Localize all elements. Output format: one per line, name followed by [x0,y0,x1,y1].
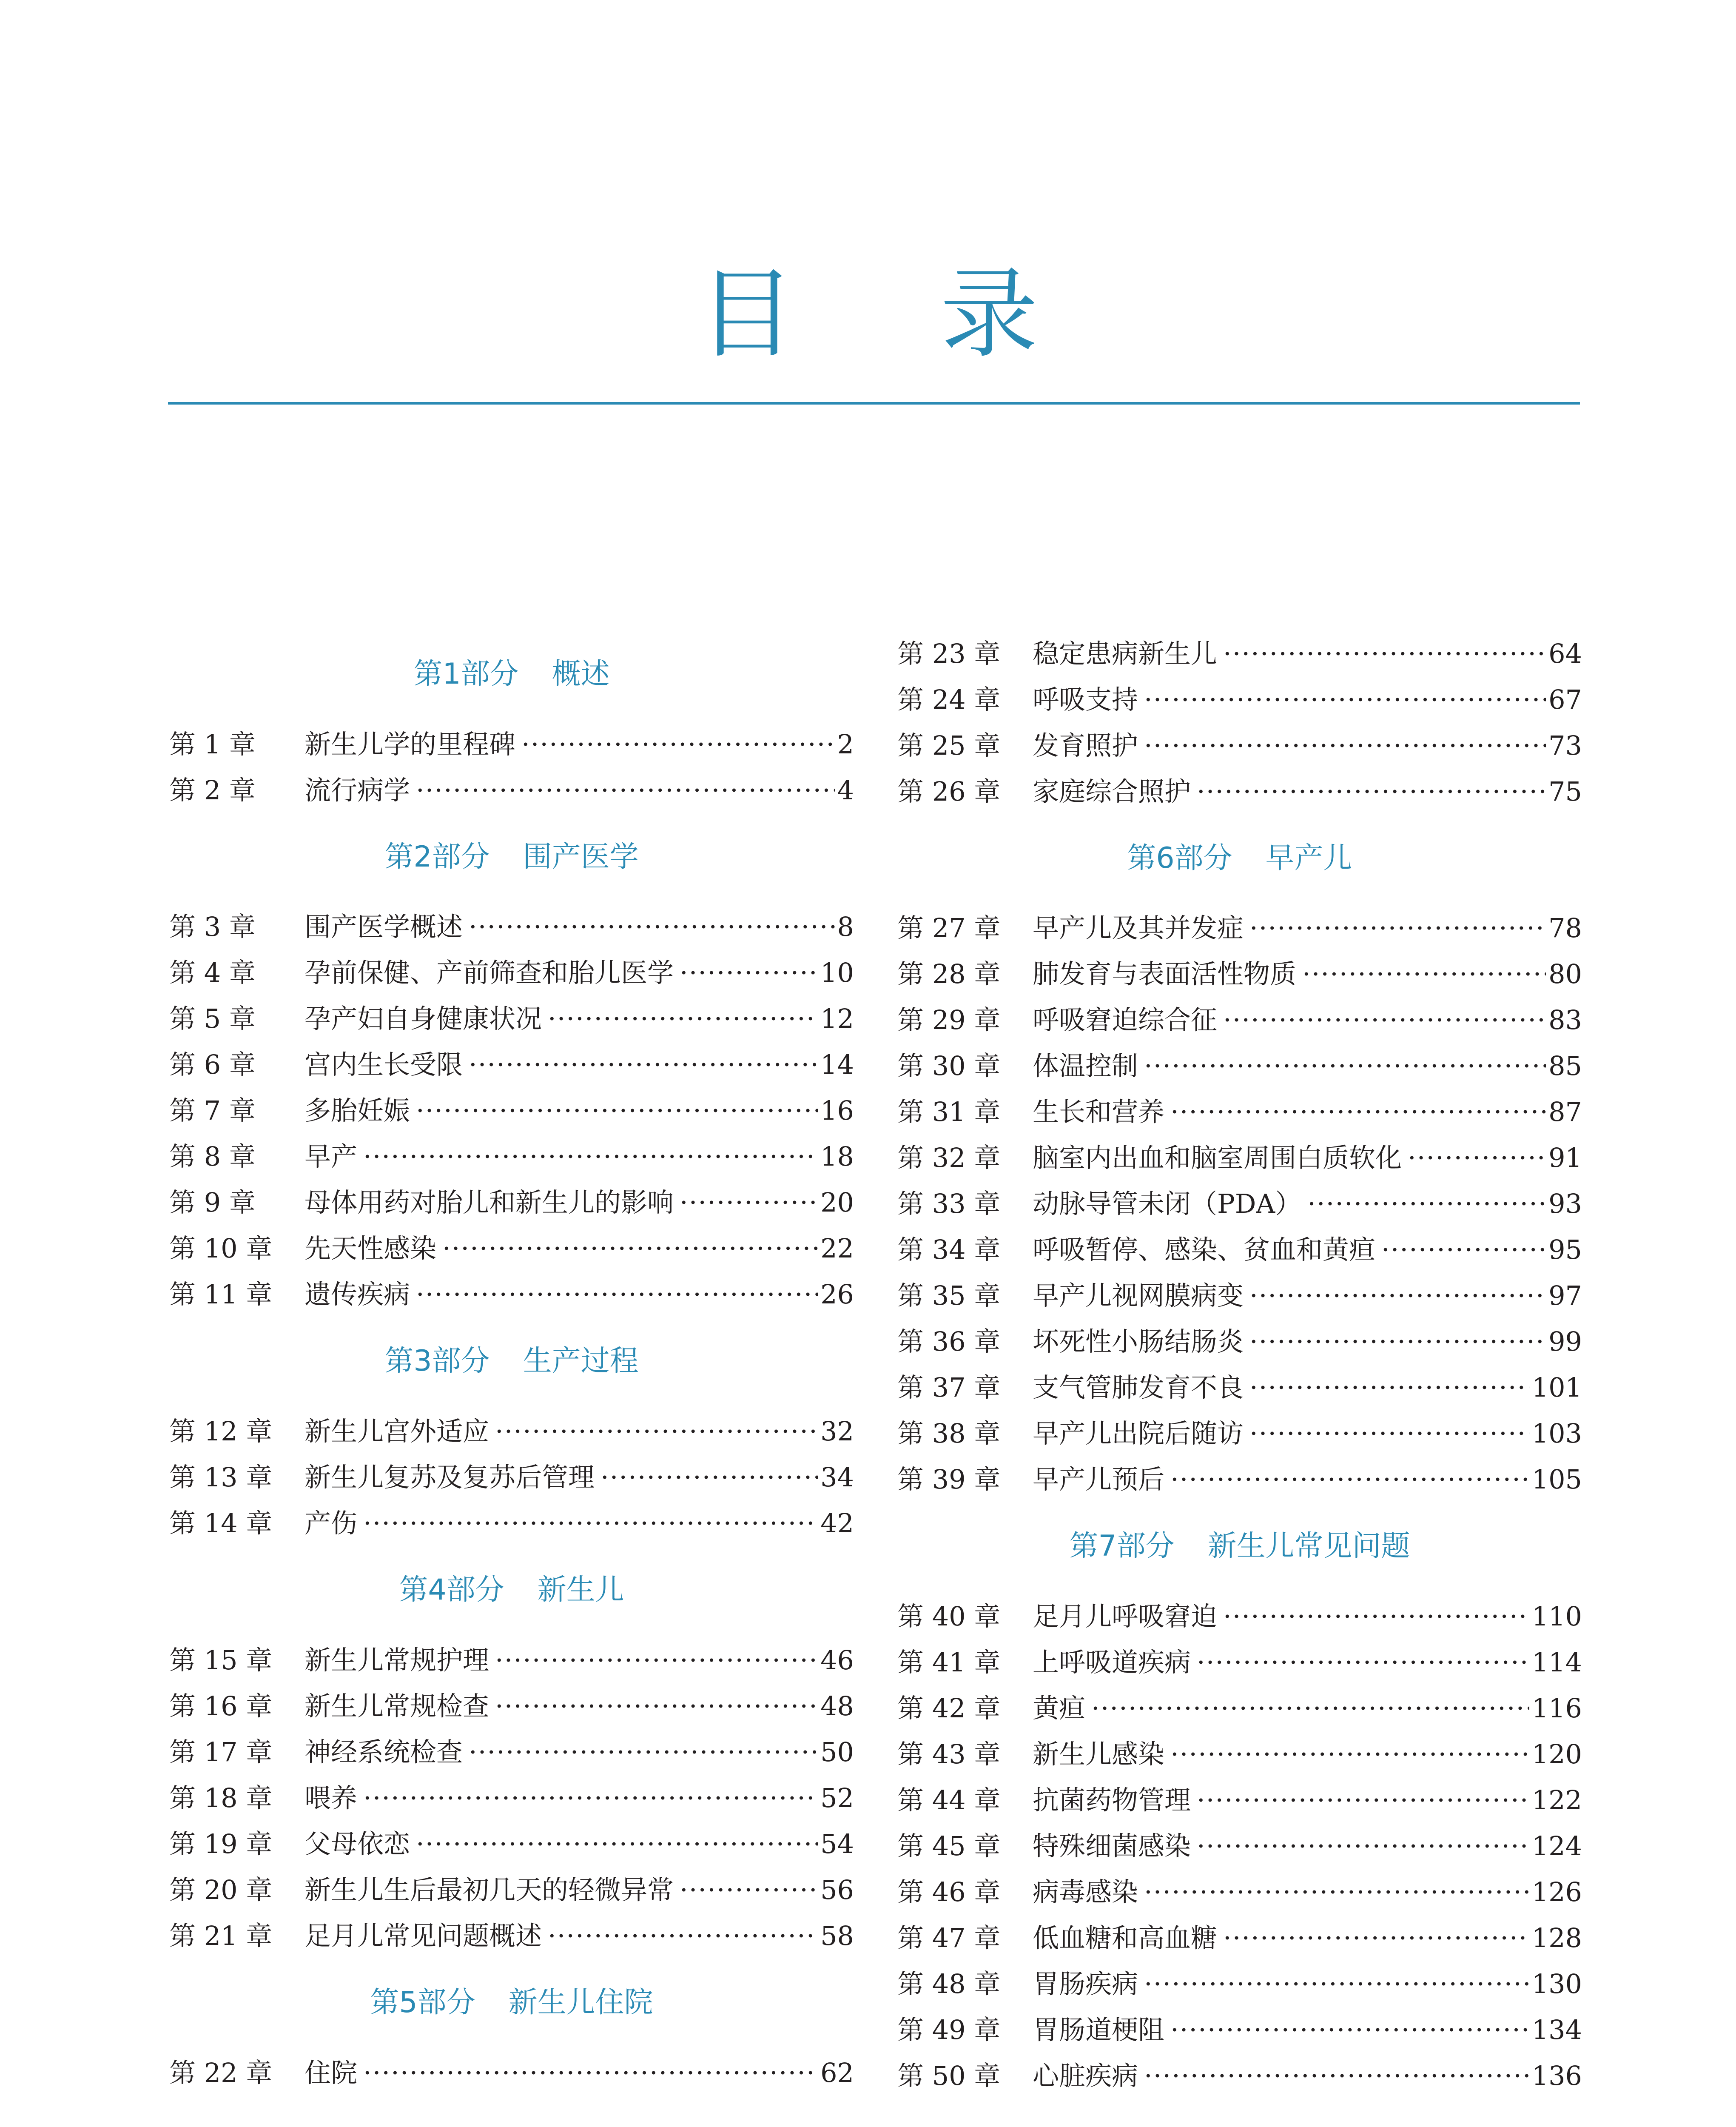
page-number: 85 [1548,1050,1582,1081]
chapter-number: 第 49 章 [897,2014,1001,2045]
page-number: 73 [1548,730,1582,761]
dot-leader [1170,1456,1529,1503]
page-number: 18 [820,1141,854,1172]
page-number: 136 [1531,2060,1582,2091]
dot-leader [680,1867,818,1913]
chapter-title: 生长和营养 [1033,1096,1165,1127]
chapter-title: 孕产妇自身健康状况 [305,1003,542,1034]
part-heading [169,1979,854,2026]
toc-entry[interactable] [169,1500,854,1547]
toc-entry[interactable] [169,995,854,1042]
part-heading [169,1338,854,1385]
chapter-number: 第 10 章 [169,1233,273,1264]
chapter-number: 第 37 章 [897,1372,1001,1403]
page-number: 124 [1531,1830,1582,1862]
page-number: 14 [820,1049,854,1080]
chapter-title: 先天性感染 [305,1233,437,1264]
toc-entry[interactable] [897,1089,1582,1135]
dot-leader [1170,1731,1529,1778]
toc-entry[interactable] [897,2053,1582,2099]
page-number: 32 [820,1416,854,1447]
chapter-number: 第 39 章 [897,1464,1001,1495]
toc-entry[interactable] [897,1915,1582,1962]
dot-leader [1307,1180,1546,1227]
part-name: 围产医学 [523,840,639,874]
page-number: 8 [837,911,854,942]
dot-leader [1249,1410,1529,1457]
toc-entry[interactable] [169,1179,854,1226]
page-number: 110 [1531,1601,1582,1632]
toc-entry[interactable] [897,1639,1582,1686]
dot-leader [469,1041,818,1088]
page-number: 26 [820,1279,854,1310]
page-number: 20 [820,1187,854,1218]
dot-leader [680,949,818,996]
dot-leader [1197,1823,1529,1870]
toc-entry[interactable] [169,1821,854,1868]
part-heading [169,834,854,881]
page-number: 52 [820,1782,854,1813]
chapter-title: 家庭综合照护 [1033,776,1191,807]
part-heading [169,651,854,698]
dot-leader [548,995,818,1042]
toc-entry[interactable] [897,1135,1582,1181]
page-number: 134 [1531,2014,1582,2045]
chapter-number: 第 47 章 [897,1922,1001,1953]
toc-entry[interactable] [169,1454,854,1501]
chapter-number: 第 38 章 [897,1418,1001,1449]
toc-entry[interactable] [897,1456,1582,1503]
chapter-number: 第 12 章 [169,1416,273,1447]
toc-entry[interactable] [897,722,1582,769]
dot-leader [1223,1593,1529,1640]
toc-entry[interactable] [169,949,854,996]
chapter-title: 围产医学概述 [305,911,463,942]
chapter-number: 第 15 章 [169,1645,273,1676]
chapter-title: 病毒感染 [1033,1876,1138,1907]
part-heading [897,1523,1582,1570]
dot-leader [1197,1639,1529,1686]
chapter-number: 第 13 章 [169,1462,273,1493]
chapter-number: 第 3 章 [169,911,256,942]
chapter-number: 第 1 章 [169,729,256,760]
part-number: 第4部分 [399,1573,504,1607]
page-title-char: 录 [940,258,1039,371]
toc-entry[interactable] [897,630,1582,677]
page-number: 83 [1548,1004,1582,1035]
dot-leader [1170,1089,1546,1135]
chapter-number: 第 48 章 [897,1968,1001,1999]
toc-entry[interactable] [897,768,1582,815]
chapter-number: 第 30 章 [897,1050,1001,1081]
page-title-char: 目 [697,258,796,371]
dot-leader [1302,951,1546,998]
toc-entry[interactable] [169,1913,854,1959]
chapter-number: 第 11 章 [169,1279,273,1310]
page-number: 22 [820,1233,854,1264]
toc-entry[interactable] [169,1271,854,1318]
toc-entry[interactable] [897,1410,1582,1457]
chapter-title: 早产儿及其并发症 [1033,912,1244,944]
chapter-title: 胃肠疾病 [1033,1968,1138,1999]
page-number: 2 [837,729,854,760]
chapter-number: 第 23 章 [897,638,1001,669]
chapter-title: 低血糖和高血糖 [1033,1922,1218,1953]
toc-entry[interactable] [897,1043,1582,1089]
dot-leader [1144,1043,1546,1089]
dot-leader [363,1775,818,1822]
chapter-number: 第 36 章 [897,1326,1001,1357]
chapter-title: 呼吸暂停、感染、贫血和黄疸 [1033,1234,1376,1265]
chapter-number: 第 46 章 [897,1876,1001,1907]
part-heading [897,835,1582,882]
dot-leader [1144,1869,1529,1916]
chapter-number: 第 19 章 [169,1828,273,1859]
dot-leader [1381,1226,1546,1273]
chapter-title: 足月儿常见问题概述 [305,1920,542,1951]
dot-leader [1408,1135,1546,1181]
dot-leader [416,1821,818,1868]
part-name: 概述 [552,657,610,691]
chapter-title: 支气管肺发育不良 [1033,1372,1244,1403]
chapter-number: 第 7 章 [169,1095,256,1126]
dot-leader [495,1637,818,1684]
chapter-number: 第 2 章 [169,775,256,806]
part-name: 早产儿 [1265,841,1352,875]
toc-entry[interactable] [169,904,854,950]
page-number: 16 [820,1095,854,1126]
toc-entry[interactable] [169,1775,854,1822]
chapter-title: 早产儿视网膜病变 [1033,1280,1244,1311]
toc-entry[interactable] [169,1729,854,1776]
toc-entry[interactable] [897,1180,1582,1227]
chapter-number: 第 26 章 [897,776,1001,807]
chapter-number: 第 44 章 [897,1785,1001,1816]
chapter-number: 第 28 章 [897,958,1001,989]
dot-leader [363,2050,818,2096]
toc-entry[interactable] [169,1133,854,1180]
toc-entry[interactable] [897,2007,1582,2053]
toc-entry[interactable] [897,1731,1582,1778]
chapter-title: 产伤 [305,1508,358,1539]
page-number: 67 [1548,684,1582,715]
dot-leader [416,1271,818,1318]
dot-leader [1249,905,1546,952]
dot-leader [1144,722,1546,769]
chapter-title: 早产 [305,1141,358,1172]
dot-leader [1223,1915,1529,1962]
toc-entry[interactable] [897,1777,1582,1824]
part-number: 第1部分 [413,657,519,691]
chapter-title: 宫内生长受限 [305,1049,463,1080]
dot-leader [469,1729,818,1776]
part-name: 新生儿常见问题 [1207,1529,1410,1563]
page-number: 105 [1531,1464,1582,1495]
page-number: 126 [1531,1876,1582,1907]
part-number: 第6部分 [1127,841,1232,875]
dot-leader [680,1179,818,1226]
dot-leader [1197,768,1546,815]
chapter-title: 早产儿出院后随访 [1033,1418,1244,1449]
page-number: 75 [1548,776,1582,807]
page-number: 78 [1548,912,1582,944]
toc-entry[interactable] [169,1225,854,1272]
chapter-number: 第 33 章 [897,1188,1001,1219]
chapter-title: 黄疸 [1033,1693,1086,1724]
chapter-number: 第 29 章 [897,1004,1001,1035]
toc-entry[interactable] [169,767,854,814]
chapter-number: 第 8 章 [169,1141,256,1172]
chapter-number: 第 43 章 [897,1739,1001,1770]
dot-leader [1197,1777,1529,1824]
page-number: 122 [1531,1785,1582,1816]
page-number: 34 [820,1462,854,1493]
page-number: 116 [1531,1693,1582,1724]
toc-entry[interactable] [897,676,1582,723]
part-number: 第3部分 [384,1344,490,1378]
part-name: 新生儿住院 [508,1986,653,2019]
chapter-title: 稳定患病新生儿 [1033,638,1218,669]
chapter-number: 第 34 章 [897,1234,1001,1265]
chapter-title: 新生儿常规护理 [305,1645,489,1676]
page-number: 10 [820,957,854,988]
part-heading [169,1567,854,1614]
chapter-number: 第 40 章 [897,1601,1001,1632]
part-number: 第5部分 [370,1986,475,2019]
chapter-title: 特殊细菌感染 [1033,1830,1191,1862]
toc-entry[interactable] [897,1272,1582,1319]
dot-leader [1144,1961,1529,2007]
page-number: 42 [820,1508,854,1539]
chapter-number: 第 22 章 [169,2057,273,2088]
dot-leader [600,1454,818,1501]
dot-leader [1249,1272,1546,1319]
dot-leader [416,767,835,814]
chapter-number: 第 4 章 [169,957,256,988]
chapter-number: 第 9 章 [169,1187,256,1218]
chapter-number: 第 16 章 [169,1691,273,1722]
toc-entry[interactable] [169,1683,854,1730]
chapter-number: 第 21 章 [169,1920,273,1951]
dot-leader [416,1087,818,1134]
chapter-title: 神经系统检查 [305,1736,463,1768]
toc-entry[interactable] [169,1637,854,1684]
dot-leader [363,1133,818,1180]
toc-entry[interactable] [897,1593,1582,1640]
dot-leader [495,1408,818,1455]
page-number: 99 [1548,1326,1582,1357]
dot-leader [442,1225,818,1272]
dot-leader [1144,2053,1529,2099]
toc-entry[interactable] [169,1408,854,1455]
page-title [0,251,1736,379]
chapter-title: 动脉导管未闭（PDA） [1033,1188,1302,1219]
dot-leader [469,904,835,950]
chapter-title: 父母依恋 [305,1828,410,1859]
page-number: 130 [1531,1968,1582,1999]
chapter-number: 第 5 章 [169,1003,256,1034]
chapter-title: 遗传疾病 [305,1279,410,1310]
toc-entry[interactable] [169,2050,854,2096]
chapter-title: 胃肠道梗阻 [1033,2014,1165,2045]
chapter-title: 多胎妊娠 [305,1095,410,1126]
page-number: 128 [1531,1922,1582,1953]
dot-leader [1144,676,1546,723]
toc-entry[interactable] [897,1685,1582,1732]
page-number: 12 [820,1003,854,1034]
part-number: 第7部分 [1069,1529,1175,1563]
dot-leader [1091,1685,1529,1732]
chapter-number: 第 24 章 [897,684,1001,715]
chapter-title: 喂养 [305,1782,358,1813]
chapter-title: 上呼吸道疾病 [1033,1647,1191,1678]
chapter-number: 第 27 章 [897,912,1001,944]
chapter-number: 第 45 章 [897,1830,1001,1862]
page-number: 56 [820,1874,854,1905]
toc-entry[interactable] [897,1823,1582,1870]
chapter-number: 第 35 章 [897,1280,1001,1311]
dot-leader [363,1500,818,1547]
page-number: 46 [820,1645,854,1676]
chapter-title: 母体用药对胎儿和新生儿的影响 [305,1187,674,1218]
chapter-number: 第 25 章 [897,730,1001,761]
page-number: 50 [820,1736,854,1768]
chapter-number: 第 41 章 [897,1647,1001,1678]
dot-leader [1170,2007,1529,2053]
chapter-title: 肺发育与表面活性物质 [1033,958,1297,989]
chapter-number: 第 50 章 [897,2060,1001,2091]
page-number: 120 [1531,1739,1582,1770]
chapter-title: 体温控制 [1033,1050,1138,1081]
chapter-title: 新生儿学的里程碑 [305,729,516,760]
toc-entry[interactable] [897,997,1582,1044]
chapter-number: 第 31 章 [897,1096,1001,1127]
chapter-title: 呼吸窘迫综合征 [1033,1004,1218,1035]
dot-leader [1223,997,1546,1044]
toc-entry[interactable] [897,951,1582,998]
part-name: 新生儿 [537,1573,624,1607]
chapter-title: 新生儿生后最初几天的轻微异常 [305,1874,674,1905]
chapter-number: 第 6 章 [169,1049,256,1080]
toc-entry[interactable] [897,1318,1582,1365]
toc-entry[interactable] [897,1869,1582,1916]
chapter-title: 坏死性小肠结肠炎 [1033,1326,1244,1357]
chapter-title: 孕前保健、产前筛查和胎儿医学 [305,957,674,988]
page-number: 48 [820,1691,854,1722]
chapter-title: 脑室内出血和脑室周围白质软化 [1033,1142,1402,1173]
part-name: 生产过程 [523,1344,639,1378]
page-number: 103 [1531,1418,1582,1449]
toc-entry[interactable] [897,1961,1582,2007]
page-number: 62 [820,2057,854,2088]
page-number: 54 [820,1828,854,1859]
page-number: 101 [1531,1372,1582,1403]
chapter-title: 呼吸支持 [1033,684,1138,715]
chapter-number: 第 18 章 [169,1782,273,1813]
toc-entry[interactable] [169,721,854,768]
chapter-title: 新生儿常规检查 [305,1691,489,1722]
page-number: 95 [1548,1234,1582,1265]
chapter-title: 流行病学 [305,775,410,806]
toc-entry[interactable] [169,1867,854,1913]
chapter-number: 第 20 章 [169,1874,273,1905]
toc-entry[interactable] [897,1226,1582,1273]
chapter-number: 第 14 章 [169,1508,273,1539]
toc-entry[interactable] [169,1041,854,1088]
chapter-title: 发育照护 [1033,730,1138,761]
chapter-title: 早产儿预后 [1033,1464,1165,1495]
toc-entry[interactable] [897,1364,1582,1411]
page-number: 64 [1548,638,1582,669]
chapter-title: 抗菌药物管理 [1033,1785,1191,1816]
dot-leader [1249,1364,1529,1411]
page-number: 87 [1548,1096,1582,1127]
dot-leader [495,1683,818,1730]
chapter-title: 住院 [305,2057,358,2088]
page-number: 4 [837,775,854,806]
part-number: 第2部分 [384,840,490,874]
chapter-title: 足月儿呼吸窘迫 [1033,1601,1218,1632]
dot-leader [1249,1318,1546,1365]
chapter-number: 第 42 章 [897,1693,1001,1724]
page-number: 114 [1531,1647,1582,1678]
page-number: 80 [1548,958,1582,989]
title-divider [168,402,1580,405]
chapter-title: 新生儿感染 [1033,1739,1165,1770]
page-number: 93 [1548,1188,1582,1219]
chapter-title: 心脏疾病 [1033,2060,1138,2091]
dot-leader [548,1913,818,1959]
page-number: 91 [1548,1142,1582,1173]
dot-leader [1223,630,1546,677]
page-number: 58 [820,1920,854,1951]
chapter-title: 新生儿复苏及复苏后管理 [305,1462,595,1493]
page-number: 97 [1548,1280,1582,1311]
toc-entry[interactable] [169,1087,854,1134]
chapter-number: 第 17 章 [169,1736,273,1768]
chapter-title: 新生儿宫外适应 [305,1416,489,1447]
dot-leader [521,721,835,768]
chapter-number: 第 32 章 [897,1142,1001,1173]
toc-entry[interactable] [897,905,1582,952]
